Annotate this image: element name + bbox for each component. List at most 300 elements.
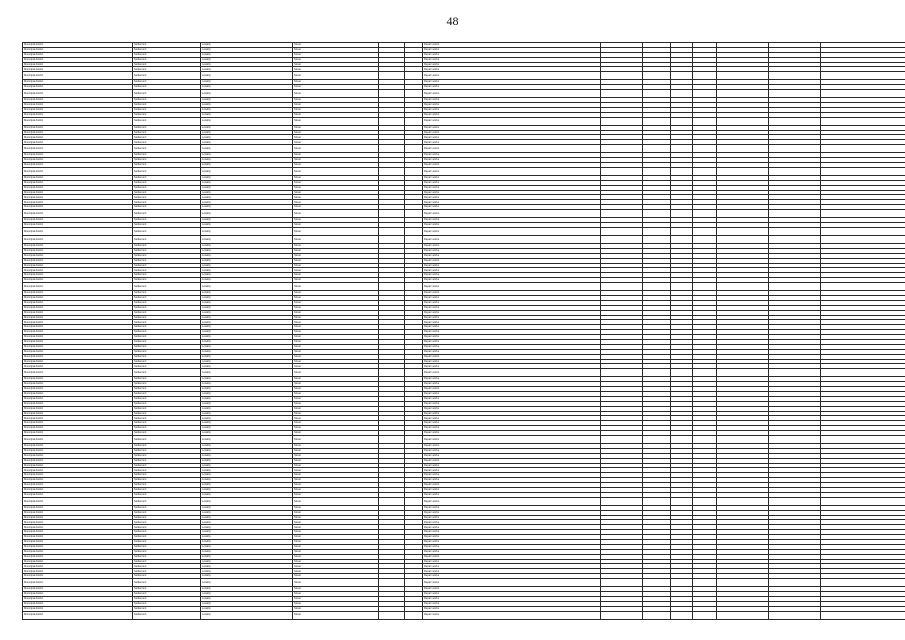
cell-settlement: Settlement xyxy=(133,57,201,62)
cell-settlement: Settlement xyxy=(133,315,201,320)
cell-district: Municipal district xyxy=(23,396,133,401)
cell-district: Municipal district xyxy=(23,107,133,112)
cell-unit xyxy=(601,579,643,587)
cell-work: Repair works xyxy=(423,349,601,354)
cell-work: Repair works xyxy=(423,382,601,387)
cell-work: Repair works xyxy=(423,483,601,488)
cell-street: Street xyxy=(293,57,379,62)
cell-street: Street xyxy=(293,253,379,258)
cell-locality: Locality xyxy=(201,525,293,530)
cell-street: Street xyxy=(293,525,379,530)
cell-settlement: Settlement xyxy=(133,505,201,510)
cell-district: Municipal district xyxy=(23,344,133,349)
cell-street: Street xyxy=(293,135,379,140)
cell-settlement: Settlement xyxy=(133,98,201,103)
cell-street: Street xyxy=(293,117,379,125)
cell-cost2 xyxy=(769,611,821,619)
cell-settlement: Settlement xyxy=(133,243,201,248)
cell-street: Street xyxy=(293,167,379,175)
cell-district: Municipal district xyxy=(23,72,133,80)
cell-extra xyxy=(821,145,905,153)
cell-locality: Locality xyxy=(201,295,293,300)
cell-street: Street xyxy=(293,339,379,344)
cell-work: Repair works xyxy=(423,158,601,163)
cell-district: Municipal district xyxy=(23,453,133,458)
cell-street: Street xyxy=(293,223,379,228)
cell-locality: Locality xyxy=(201,140,293,145)
cell-house xyxy=(379,90,405,98)
cell-cost xyxy=(717,210,769,218)
cell-street: Street xyxy=(293,258,379,263)
cell-district: Municipal district xyxy=(23,377,133,382)
cell-settlement: Settlement xyxy=(133,382,201,387)
cell-work: Repair works xyxy=(423,175,601,180)
cell-settlement: Settlement xyxy=(133,453,201,458)
table-row xyxy=(23,90,905,98)
cell-locality: Locality xyxy=(201,305,293,310)
cell-work: Repair works xyxy=(423,130,601,135)
cell-cost xyxy=(717,72,769,80)
cell-settlement: Settlement xyxy=(133,601,201,606)
cell-locality: Locality xyxy=(201,47,293,52)
cell-settlement: Settlement xyxy=(133,391,201,396)
cell-work: Repair works xyxy=(423,67,601,72)
cell-street: Street xyxy=(293,330,379,335)
cell-deadline xyxy=(643,210,671,218)
cell-deadline xyxy=(643,497,671,505)
cell-district: Municipal district xyxy=(23,85,133,90)
cell-settlement: Settlement xyxy=(133,497,201,505)
cell-street: Street xyxy=(293,596,379,601)
cell-work: Repair works xyxy=(423,98,601,103)
cell-district: Municipal district xyxy=(23,112,133,117)
cell-end xyxy=(693,283,717,291)
cell-street: Street xyxy=(293,291,379,296)
cell-work: Repair works xyxy=(423,140,601,145)
cell-district: Municipal district xyxy=(23,335,133,340)
cell-street: Street xyxy=(293,401,379,406)
cell-work: Repair works xyxy=(423,243,601,248)
cell-locality: Locality xyxy=(201,185,293,190)
cell-settlement: Settlement xyxy=(133,300,201,305)
cell-district: Municipal district xyxy=(23,305,133,310)
cell-district: Municipal district xyxy=(23,218,133,223)
cell-street: Street xyxy=(293,80,379,85)
cell-district: Municipal district xyxy=(23,587,133,592)
cell-cost xyxy=(717,117,769,125)
cell-settlement: Settlement xyxy=(133,72,201,80)
cell-district: Municipal district xyxy=(23,80,133,85)
cell-district: Municipal district xyxy=(23,153,133,158)
cell-district: Municipal district xyxy=(23,401,133,406)
cell-cost2 xyxy=(769,117,821,125)
cell-street: Street xyxy=(293,130,379,135)
cell-year xyxy=(405,369,423,377)
cell-work: Repair works xyxy=(423,530,601,535)
cell-start xyxy=(671,497,693,505)
cell-settlement: Settlement xyxy=(133,530,201,535)
cell-district: Municipal district xyxy=(23,320,133,325)
table-row xyxy=(23,167,905,175)
cell-locality: Locality xyxy=(201,320,293,325)
cell-street: Street xyxy=(293,47,379,52)
cell-locality: Locality xyxy=(201,200,293,205)
cell-district: Municipal district xyxy=(23,579,133,587)
cell-locality: Locality xyxy=(201,377,293,382)
cell-year xyxy=(405,117,423,125)
cell-district: Municipal district xyxy=(23,525,133,530)
cell-locality: Locality xyxy=(201,497,293,505)
cell-end xyxy=(693,497,717,505)
cell-locality: Locality xyxy=(201,310,293,315)
cell-locality: Locality xyxy=(201,57,293,62)
cell-work: Repair works xyxy=(423,448,601,453)
cell-street: Street xyxy=(293,153,379,158)
cell-cost xyxy=(717,497,769,505)
cell-work: Repair works xyxy=(423,401,601,406)
cell-street: Street xyxy=(293,107,379,112)
cell-street: Street xyxy=(293,349,379,354)
cell-unit xyxy=(601,436,643,444)
cell-end xyxy=(693,117,717,125)
cell-start xyxy=(671,117,693,125)
cell-settlement: Settlement xyxy=(133,180,201,185)
cell-locality: Locality xyxy=(201,72,293,80)
cell-settlement: Settlement xyxy=(133,525,201,530)
cell-locality: Locality xyxy=(201,354,293,359)
cell-street: Street xyxy=(293,483,379,488)
cell-settlement: Settlement xyxy=(133,135,201,140)
cell-work: Repair works xyxy=(423,43,601,48)
cell-district: Municipal district xyxy=(23,52,133,57)
cell-district: Municipal district xyxy=(23,283,133,291)
cell-street: Street xyxy=(293,510,379,515)
cell-district: Municipal district xyxy=(23,185,133,190)
cell-work: Repair works xyxy=(423,218,601,223)
cell-settlement: Settlement xyxy=(133,349,201,354)
cell-work: Repair works xyxy=(423,153,601,158)
cell-street: Street xyxy=(293,98,379,103)
cell-district: Municipal district xyxy=(23,540,133,545)
cell-settlement: Settlement xyxy=(133,112,201,117)
cell-street: Street xyxy=(293,85,379,90)
cell-locality: Locality xyxy=(201,488,293,493)
cell-locality: Locality xyxy=(201,448,293,453)
cell-work: Repair works xyxy=(423,330,601,335)
cell-settlement: Settlement xyxy=(133,515,201,520)
cell-work: Repair works xyxy=(423,185,601,190)
cell-work: Repair works xyxy=(423,587,601,592)
cell-work: Repair works xyxy=(423,80,601,85)
cell-district: Municipal district xyxy=(23,416,133,421)
cell-year xyxy=(405,227,423,235)
cell-street: Street xyxy=(293,205,379,210)
cell-street: Street xyxy=(293,426,379,431)
cell-work: Repair works xyxy=(423,278,601,283)
cell-locality: Locality xyxy=(201,175,293,180)
cell-settlement: Settlement xyxy=(133,310,201,315)
cell-settlement: Settlement xyxy=(133,248,201,253)
cell-district: Municipal district xyxy=(23,515,133,520)
cell-settlement: Settlement xyxy=(133,411,201,416)
cell-street: Street xyxy=(293,488,379,493)
cell-work: Repair works xyxy=(423,57,601,62)
cell-house xyxy=(379,235,405,243)
cell-district: Municipal district xyxy=(23,98,133,103)
cell-settlement: Settlement xyxy=(133,47,201,52)
cell-settlement: Settlement xyxy=(133,488,201,493)
cell-district: Municipal district xyxy=(23,387,133,392)
cell-extra xyxy=(821,227,905,235)
cell-year xyxy=(405,283,423,291)
cell-district: Municipal district xyxy=(23,295,133,300)
cell-locality: Locality xyxy=(201,382,293,387)
cell-district: Municipal district xyxy=(23,330,133,335)
cell-work: Repair works xyxy=(423,505,601,510)
cell-district: Municipal district xyxy=(23,200,133,205)
cell-settlement: Settlement xyxy=(133,80,201,85)
cell-street: Street xyxy=(293,305,379,310)
cell-work: Repair works xyxy=(423,436,601,444)
cell-district: Municipal district xyxy=(23,339,133,344)
cell-settlement: Settlement xyxy=(133,468,201,473)
cell-street: Street xyxy=(293,354,379,359)
cell-end xyxy=(693,210,717,218)
cell-locality: Locality xyxy=(201,335,293,340)
cell-work: Repair works xyxy=(423,273,601,278)
cell-settlement: Settlement xyxy=(133,253,201,258)
cell-settlement: Settlement xyxy=(133,268,201,273)
cell-year xyxy=(405,436,423,444)
cell-work: Repair works xyxy=(423,458,601,463)
cell-locality: Locality xyxy=(201,444,293,449)
cell-year xyxy=(405,235,423,243)
cell-work: Repair works xyxy=(423,163,601,168)
cell-locality: Locality xyxy=(201,554,293,559)
cell-district: Municipal district xyxy=(23,325,133,330)
cell-cost2 xyxy=(769,436,821,444)
cell-locality: Locality xyxy=(201,530,293,535)
cell-district: Municipal district xyxy=(23,406,133,411)
cell-cost2 xyxy=(769,167,821,175)
cell-settlement: Settlement xyxy=(133,335,201,340)
cell-locality: Locality xyxy=(201,43,293,48)
cell-work: Repair works xyxy=(423,544,601,549)
cell-settlement: Settlement xyxy=(133,85,201,90)
cell-locality: Locality xyxy=(201,364,293,369)
cell-locality: Locality xyxy=(201,344,293,349)
cell-district: Municipal district xyxy=(23,90,133,98)
cell-start xyxy=(671,72,693,80)
cell-locality: Locality xyxy=(201,349,293,354)
cell-street: Street xyxy=(293,587,379,592)
cell-district: Municipal district xyxy=(23,468,133,473)
cell-settlement: Settlement xyxy=(133,611,201,619)
cell-locality: Locality xyxy=(201,473,293,478)
cell-settlement: Settlement xyxy=(133,431,201,436)
cell-end xyxy=(693,579,717,587)
cell-work: Repair works xyxy=(423,325,601,330)
cell-street: Street xyxy=(293,396,379,401)
page-number: 48 xyxy=(446,14,459,28)
cell-work: Repair works xyxy=(423,369,601,377)
cell-work: Repair works xyxy=(423,611,601,619)
cell-street: Street xyxy=(293,158,379,163)
cell-work: Repair works xyxy=(423,205,601,210)
cell-locality: Locality xyxy=(201,559,293,564)
cell-locality: Locality xyxy=(201,431,293,436)
cell-work: Repair works xyxy=(423,200,601,205)
cell-work: Repair works xyxy=(423,592,601,597)
cell-district: Municipal district xyxy=(23,175,133,180)
table-row xyxy=(23,235,905,243)
cell-district: Municipal district xyxy=(23,180,133,185)
cell-locality: Locality xyxy=(201,248,293,253)
cell-deadline xyxy=(643,90,671,98)
cell-street: Street xyxy=(293,505,379,510)
table-row xyxy=(23,579,905,587)
cell-work: Repair works xyxy=(423,416,601,421)
cell-settlement: Settlement xyxy=(133,592,201,597)
cell-extra xyxy=(821,72,905,80)
cell-work: Repair works xyxy=(423,411,601,416)
cell-street: Street xyxy=(293,377,379,382)
cell-street: Street xyxy=(293,515,379,520)
cell-district: Municipal district xyxy=(23,574,133,579)
cell-district: Municipal district xyxy=(23,125,133,130)
cell-street: Street xyxy=(293,163,379,168)
cell-street: Street xyxy=(293,325,379,330)
cell-locality: Locality xyxy=(201,396,293,401)
cell-district: Municipal district xyxy=(23,258,133,263)
cell-district: Municipal district xyxy=(23,611,133,619)
cell-locality: Locality xyxy=(201,339,293,344)
table-row xyxy=(23,117,905,125)
cell-work: Repair works xyxy=(423,339,601,344)
cell-extra xyxy=(821,235,905,243)
cell-locality: Locality xyxy=(201,463,293,468)
cell-year xyxy=(405,497,423,505)
cell-street: Street xyxy=(293,295,379,300)
cell-start xyxy=(671,283,693,291)
cell-settlement: Settlement xyxy=(133,295,201,300)
cell-street: Street xyxy=(293,112,379,117)
cell-district: Municipal district xyxy=(23,564,133,569)
cell-locality: Locality xyxy=(201,258,293,263)
cell-street: Street xyxy=(293,72,379,80)
cell-work: Repair works xyxy=(423,396,601,401)
cell-street: Street xyxy=(293,535,379,540)
cell-end xyxy=(693,235,717,243)
cell-settlement: Settlement xyxy=(133,43,201,48)
cell-unit xyxy=(601,235,643,243)
cell-work: Repair works xyxy=(423,107,601,112)
cell-street: Street xyxy=(293,601,379,606)
cell-district: Municipal district xyxy=(23,167,133,175)
cell-district: Municipal district xyxy=(23,554,133,559)
cell-district: Municipal district xyxy=(23,478,133,483)
cell-settlement: Settlement xyxy=(133,444,201,449)
cell-locality: Locality xyxy=(201,278,293,283)
cell-street: Street xyxy=(293,248,379,253)
cell-settlement: Settlement xyxy=(133,544,201,549)
cell-district: Municipal district xyxy=(23,569,133,574)
cell-settlement: Settlement xyxy=(133,140,201,145)
cell-street: Street xyxy=(293,431,379,436)
cell-settlement: Settlement xyxy=(133,520,201,525)
cell-settlement: Settlement xyxy=(133,107,201,112)
table-row xyxy=(23,227,905,235)
cell-extra xyxy=(821,497,905,505)
cell-street: Street xyxy=(293,175,379,180)
cell-settlement: Settlement xyxy=(133,535,201,540)
cell-street: Street xyxy=(293,283,379,291)
cell-settlement: Settlement xyxy=(133,52,201,57)
cell-locality: Locality xyxy=(201,90,293,98)
cell-work: Repair works xyxy=(423,320,601,325)
cell-settlement: Settlement xyxy=(133,396,201,401)
cell-district: Municipal district xyxy=(23,315,133,320)
cell-start xyxy=(671,145,693,153)
cell-extra xyxy=(821,210,905,218)
cell-work: Repair works xyxy=(423,315,601,320)
cell-locality: Locality xyxy=(201,601,293,606)
cell-work: Repair works xyxy=(423,431,601,436)
cell-settlement: Settlement xyxy=(133,90,201,98)
cell-locality: Locality xyxy=(201,596,293,601)
cell-work: Repair works xyxy=(423,283,601,291)
cell-work: Repair works xyxy=(423,223,601,228)
cell-settlement: Settlement xyxy=(133,190,201,195)
cell-settlement: Settlement xyxy=(133,103,201,108)
cell-street: Street xyxy=(293,235,379,243)
cell-settlement: Settlement xyxy=(133,291,201,296)
cell-district: Municipal district xyxy=(23,391,133,396)
cell-street: Street xyxy=(293,320,379,325)
cell-district: Municipal district xyxy=(23,195,133,200)
cell-locality: Locality xyxy=(201,98,293,103)
cell-house xyxy=(379,611,405,619)
cell-work: Repair works xyxy=(423,387,601,392)
cell-street: Street xyxy=(293,492,379,497)
cell-work: Repair works xyxy=(423,125,601,130)
cell-locality: Locality xyxy=(201,564,293,569)
cell-locality: Locality xyxy=(201,80,293,85)
cell-street: Street xyxy=(293,315,379,320)
cell-work: Repair works xyxy=(423,515,601,520)
cell-year xyxy=(405,72,423,80)
cell-district: Municipal district xyxy=(23,62,133,67)
cell-settlement: Settlement xyxy=(133,283,201,291)
cell-street: Street xyxy=(293,67,379,72)
cell-locality: Locality xyxy=(201,492,293,497)
cell-district: Municipal district xyxy=(23,103,133,108)
cell-cost2 xyxy=(769,283,821,291)
cell-unit xyxy=(601,145,643,153)
cell-work: Repair works xyxy=(423,510,601,515)
cell-cost xyxy=(717,167,769,175)
cell-settlement: Settlement xyxy=(133,463,201,468)
cell-locality: Locality xyxy=(201,544,293,549)
cell-cost xyxy=(717,436,769,444)
cell-cost2 xyxy=(769,72,821,80)
cell-cost2 xyxy=(769,210,821,218)
cell-start xyxy=(671,436,693,444)
cell-end xyxy=(693,145,717,153)
cell-locality: Locality xyxy=(201,315,293,320)
cell-settlement: Settlement xyxy=(133,125,201,130)
cell-year xyxy=(405,167,423,175)
